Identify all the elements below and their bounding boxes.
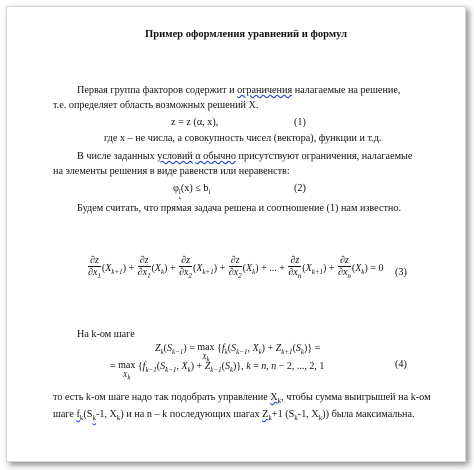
text: налагаемые на решение, — [292, 85, 401, 96]
paragraph-1-line-1 — [77, 85, 400, 97]
spellcheck-word: ограничения — [237, 85, 293, 96]
text: -1, X — [297, 409, 319, 420]
equation-1-note: где x – не числа, а совокупность чисел (вектора), функции и т.д. — [104, 133, 382, 144]
document-title: Пример оформления уравнений и формул — [145, 29, 348, 40]
equation-3: $\frac{\partial z}{\partial x_1}$ $(X_{k+1})$ + $\frac{\partial z}{\partial x_1}$ $(X_k)$ + $\frac{\partial z}{\partial x_2}$ $(X_{k+1})$ + $\frac{\partial z}{\partial x_2}$ $(X_k)$ + ... + $\frac{\partial z}{\partial x_n}$ $(X_{k+1})$ + $\frac{\partial z}{\partial x_n}$ $(X_k) = 0$ — [88, 255, 384, 280]
text: k — [79, 414, 84, 423]
equation-2-number: (2) — [294, 183, 306, 194]
paragraph-3: Будем считать, что прямая задача решена и соотношение (1) нам известно. — [77, 203, 402, 214]
paragraph-2-line-1 — [77, 151, 412, 163]
equation-2 — [173, 183, 210, 198]
text: k — [277, 397, 282, 406]
equation-1-number: (1) — [294, 117, 306, 128]
paragraph-4: На k-ом шаге — [77, 329, 135, 340]
spellcheck-word: α обычно — [195, 151, 236, 162]
text: k — [268, 414, 272, 423]
fraction: $\frac{\partial z}{\partial x_1}$ — [88, 255, 101, 280]
fraction: $\frac{\partial z}{\partial x_n}$ — [338, 255, 351, 280]
spellcheck-word: i — [178, 188, 181, 197]
text: Z — [262, 409, 269, 420]
text: , чтобы сумма выигрышей на k-ом — [281, 392, 431, 403]
document-page — [6, 6, 466, 462]
text: )) была максимальна. — [322, 409, 415, 420]
equation-1: z = z (α, x), — [171, 117, 219, 128]
text: шаге — [53, 409, 77, 420]
spellcheck-word: k — [92, 414, 96, 423]
spellcheck-word — [262, 409, 272, 423]
equation-3-number: (3) — [395, 267, 407, 278]
paragraph-1-line-2: т.е. определяет область возможных решений X. — [53, 100, 259, 111]
text: В числе заданных — [77, 151, 158, 162]
equation-4-line-1: $Z_k(S_{k-1}) = \max$ $X_k$ {$f_k(S_{k-1}$, $X_k) + Z_{k+1}(S_k)$} = — [155, 342, 321, 364]
text: k — [294, 414, 298, 423]
text: φ — [173, 183, 179, 194]
paragraph-2-line-2: на элементы решения в виде равенств или неравенств: — [53, 166, 290, 177]
text: k — [318, 414, 323, 423]
fraction: $\frac{\partial z}{\partial x_1}$ — [137, 255, 151, 280]
text: k — [116, 414, 121, 423]
fraction: $\frac{\partial z}{\partial x_2}$ — [179, 255, 192, 280]
text: то есть k-ом шаге надо так подобрать управление — [53, 392, 271, 403]
paragraph-5-line-2 — [53, 409, 415, 424]
text: +1 (S — [271, 409, 295, 420]
fraction: $\frac{\partial z}{\partial x_n}$ — [288, 255, 302, 280]
equation-4-line-2: = max $X_k$ {$f_{k-1}(S_{k-1}$, $X_k) + Z_{k-1}(S_k)$}, k = n, n − 2, ..., 2, 1 — [110, 360, 325, 382]
text: присутствуют ограничения, налагаемые — [235, 151, 413, 162]
text: ) и на n – k последующих шагах — [120, 409, 263, 420]
paragraph-5-line-1 — [53, 392, 431, 407]
text: Первая группа факторов содержит и — [77, 85, 238, 96]
text: X — [270, 392, 278, 403]
text: f — [76, 409, 80, 420]
equation-4-number: (4) — [395, 359, 407, 370]
spellcheck-word: условий — [157, 151, 193, 162]
text: i — [208, 188, 211, 197]
spellcheck-word — [270, 392, 282, 406]
fraction: $\frac{\partial z}{\partial x_2}$ — [228, 255, 242, 280]
text: -1, X — [95, 409, 117, 420]
text: (x) ≤ b — [180, 183, 209, 194]
text: (S — [83, 409, 93, 420]
